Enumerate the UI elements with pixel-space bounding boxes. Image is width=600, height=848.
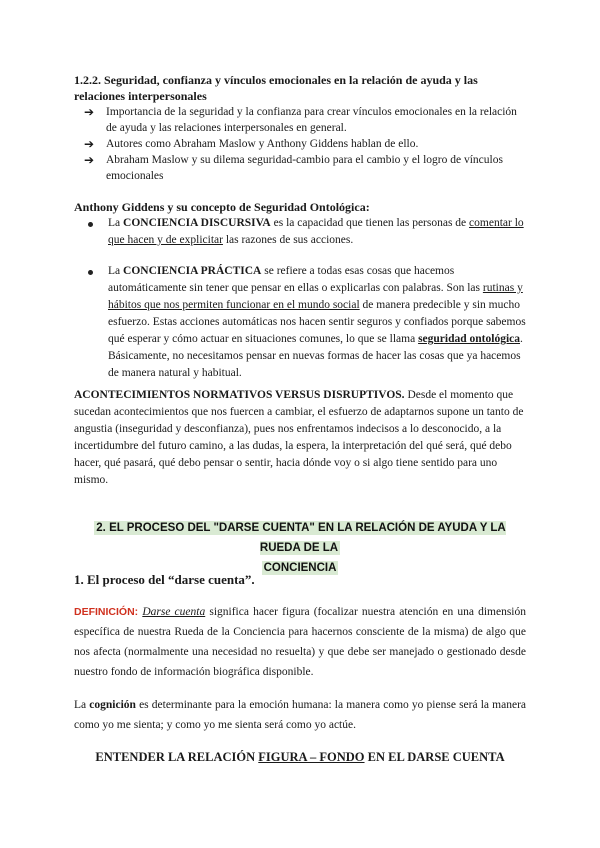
arrow-list [74, 104, 526, 184]
term-seguridad-ontologica: seguridad ontológica [418, 333, 520, 345]
arrow-icon: ➔ [84, 105, 95, 119]
proceso-heading: 1. El proceso del “darse cuenta”. [74, 572, 255, 587]
term-practica: CONCIENCIA PRÁCTICA [123, 265, 262, 277]
arrow-icon: ➔ [84, 137, 95, 151]
bullet-icon [88, 270, 93, 275]
section-2-heading [88, 518, 512, 578]
definition-paragraph: DEFINICIÓN: Darse cuenta significa hacer figura (focalizar nuestra atención en una dimensión específica de nuestra Rueda de la Conciencia para hacernos consciente de la misma) de algo que nos afecta (normalmente una necesidad no resuelta) y que debe ser manejado o gestionado desde nuestro fondo de información biográfica disponible. [74, 606, 527, 678]
acontecimientos-paragraph: ACONTECIMIENTOS NORMATIVOS VERSUS DISRUPTIVOS. Desde el momento que sucedan acontecimientos que nos fuercen a cambiar, el esfuerzo de adaptarnos supone un tanto de angustia (inseguridad y desconfianza), pues nos enfrentamos indecisos a lo desconocido, a la incertidumbre del futuro camino, a las dudas, la espera, la interpretación del qué será, qué debo hacer, qué pasará, qué debo pensar o sentir, hacia dónde voy o si algo tiene sentido para uno mismo. [74, 389, 524, 486]
underlined-text: comentar lo que hacen y de explicitar [108, 217, 524, 246]
list-item: La CONCIENCIA DISCURSIVA es la capacidad que tienen las personas de comentar lo que hacen y de explicitar las razones de sus acciones. [74, 215, 526, 249]
acontecimientos-heading: ACONTECIMIENTOS NORMATIVOS VERSUS DISRUPTIVOS. [74, 389, 405, 401]
section-2-heading-line2: CONCIENCIA [263, 562, 337, 574]
list-item-text: Importancia de la seguridad y la confianza para crear vínculos emocionales en la relación de ayuda y las relaciones interpersonales en general. [106, 106, 517, 134]
list-item [74, 136, 526, 152]
underlined-text: rutinas y hábitos que nos permiten funcionar en el mundo social [108, 282, 523, 311]
cognicion-paragraph: La cognición es determinante para la emoción humana: la manera como yo piense será la manera como yo me sienta; y como yo me sienta será como yo actúe. [74, 699, 526, 731]
list-item: La CONCIENCIA PRÁCTICA se refiere a todas esas cosas que hacemos automáticamente sin tener que pensar en ellas o explicarlas con palabras. Son las rutinas y hábitos que nos permiten funcionar en el mundo social de manera predecible y sin mucho esfuerzo. Estas acciones automáticas nos hacen sentir seguros y confiados porque sabemos qué esperar y cómo actuar en situaciones comunes, lo que se llama seguridad ontológica. Básicamente, no necesitamos pensar en nuevas formas de hacer las cosas que ya hacemos de manera natural y habitual. [74, 263, 526, 382]
giddens-heading: Anthony Giddens y su concepto de Seguridad Ontológica: [74, 200, 370, 214]
term-discursiva: CONCIENCIA DISCURSIVA [123, 217, 271, 229]
section-2-heading-line1: 2. EL PROCESO DEL "DARSE CUENTA" EN LA RELACIÓN DE AYUDA Y LA RUEDA DE LA [96, 522, 506, 554]
bullet-icon [88, 222, 93, 227]
bullet-list-discursiva [74, 215, 526, 249]
definition-label: DEFINICIÓN: [74, 606, 139, 618]
list-item [74, 152, 526, 184]
list-item [74, 104, 526, 136]
arrow-icon: ➔ [84, 153, 95, 167]
list-item-text: Autores como Abraham Maslow y Anthony Giddens hablan de ello. [106, 138, 419, 150]
definition-term: Darse cuenta [142, 606, 206, 618]
list-item-text: Abraham Maslow y su dilema seguridad-cambio para el cambio y el logro de vínculos emocionales [106, 154, 503, 182]
underlined-text: FIGURA – FONDO [258, 750, 365, 764]
entender-heading: ENTENDER LA RELACIÓN FIGURA – FONDO EN EL DARSE CUENTA [95, 750, 505, 764]
term-cognicion: cognición [89, 699, 136, 711]
section-heading-1-2-2: 1.2.2. Seguridad, confianza y vínculos emocionales en la relación de ayuda y las relaciones interpersonales [74, 73, 478, 103]
bullet-list-practica [74, 263, 526, 382]
